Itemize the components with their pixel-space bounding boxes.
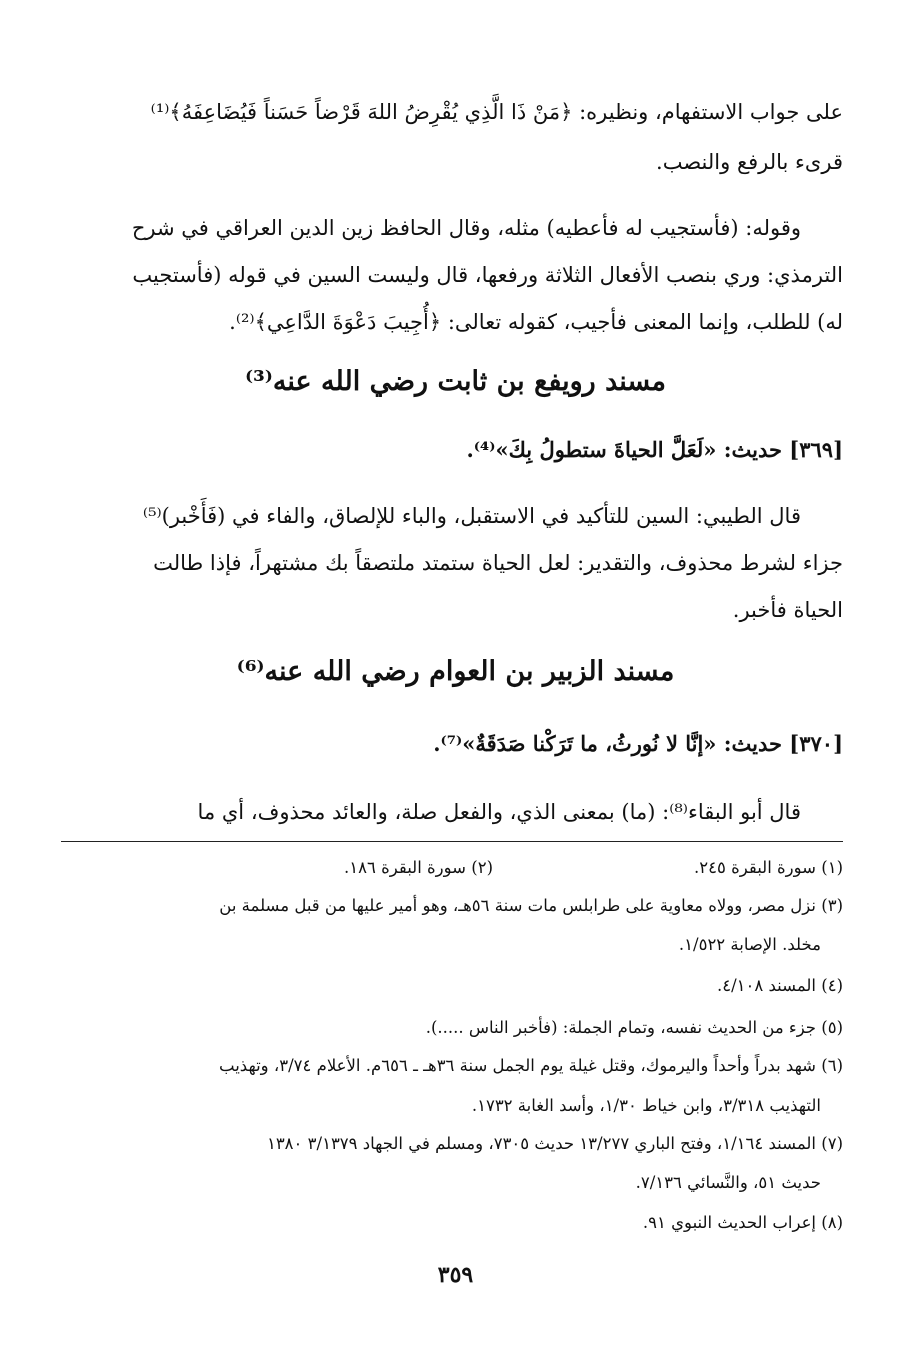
footnote-3-line-1: (٣) نزل مصر، وولاه معاوية على طرابلس مات سنة ٥٦هـ، وهو أمير عليها من قبل مسلمة بن	[219, 896, 843, 915]
hadith-370: [٣٧٠] حديث: «إنَّا لا نُورثُ، ما تَرَكْنا صَدَقَةٌ»⁽⁷⁾.	[433, 731, 843, 756]
page-number: ٣٥٩	[437, 1262, 474, 1288]
body-line-10: الحياة فأخبر.	[732, 598, 843, 622]
section-heading-zubayr: مسند الزبير بن العوام رضي الله عنه⁽⁶⁾	[236, 656, 675, 687]
body-line-1: على جواب الاستفهام، ونظيره: ﴿مَنْ ذَا الَّذِي يُقْرِضُ اللهَ قَرْضاً حَسَناً فَيُضَاعِفَهُ﴾⁽¹⁾	[150, 100, 843, 124]
footnote-2: (٢) سورة البقرة ١٨٦.	[344, 858, 493, 877]
footnote-5: (٥) جزء من الحديث نفسه، وتمام الجملة: (فأخبر الناس .....).	[425, 1018, 843, 1037]
footnote-7-line-2: حديث ٥١، والنَّسائي ٧/١٣٦.	[635, 1173, 821, 1192]
body-line-5: له) للطلب، وإنما المعنى فأجيب، كقوله تعالى: ﴿أُجِيبَ دَعْوَةَ الدَّاعِي﴾⁽²⁾.	[229, 310, 843, 334]
body-line-2: قرىء بالرفع والنصب.	[656, 150, 843, 174]
footnote-6-line-2: التهذيب ٣/٣١٨، وابن خياط ١/٣٠، وأسد الغابة ١٧٣٢.	[471, 1096, 821, 1115]
body-line-8: قال الطيبي: السين للتأكيد في الاستقبل، والباء للإلصاق، والفاء في (فَأَخْبر)⁽⁵⁾	[142, 504, 801, 528]
footnote-7-line-1: (٧) المسند ١/١٦٤، وفتح الباري ١٣/٢٧٧ حديث ٧٣٠٥، ومسلم في الجهاد ٣/١٣٧٩ ١٣٨٠	[266, 1134, 843, 1153]
body-line-9: جزاء لشرط محذوف، والتقدير: لعل الحياة ستمتد ملتصقاً بك مشتهراً، فإذا طالت	[153, 551, 843, 575]
hadith-369: [٣٦٩] حديث: «لَعَلَّ الحياةَ ستطولُ بِكَ»⁽⁴⁾.	[466, 437, 843, 462]
body-line-4: الترمذي: وري بنصب الأفعال الثلاثة ورفعها، قال وليست السين في قوله (فأستجيب	[132, 263, 843, 287]
footnote-separator	[61, 841, 843, 842]
footnote-1: (١) سورة البقرة ٢٤٥.	[694, 858, 843, 877]
body-line-13: قال أبو البقاء⁽⁸⁾: (ما) بمعنى الذي، والفعل صلة، والعائد محذوف، أي ما	[197, 800, 801, 824]
footnote-8: (٨) إعراب الحديث النبوي ٩١.	[642, 1213, 843, 1232]
section-heading-ruwayfi: مسند رويفع بن ثابت رضي الله عنه⁽³⁾	[245, 366, 666, 397]
footnote-6-line-1: (٦) شهد بدراً وأحداً واليرموك، وقتل غيلة يوم الجمل سنة ٣٦هـ ـ ٦٥٦م. الأعلام ٣/٧٤، وتهذيب	[219, 1056, 843, 1075]
footnote-3-line-2: مخلد. الإصابة ١/٥٢٢.	[678, 935, 821, 954]
body-line-3: وقوله: (فأستجيب له فأعطيه) مثله، وقال الحافظ زين الدين العراقي في شرح	[131, 216, 801, 240]
footnote-4: (٤) المسند ٤/١٠٨.	[716, 976, 843, 995]
